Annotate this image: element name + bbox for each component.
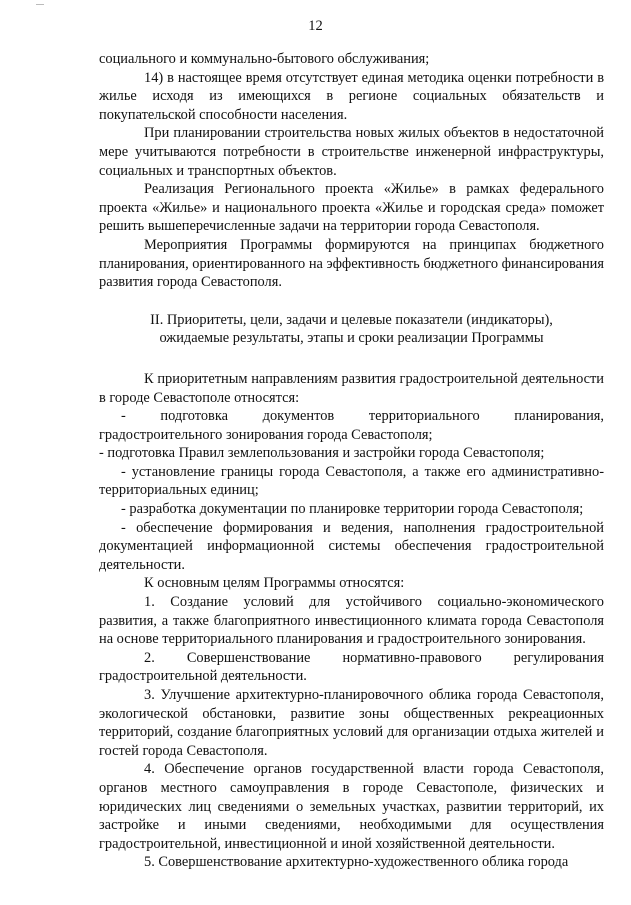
priorities-intro: К приоритетным направлениям развития градостроительной деятельности в городе Севастополе относятся:: [99, 370, 604, 406]
priority-item: - подготовка документов территориального планирования, градостроительного зонирования города Севастополя;: [99, 408, 604, 443]
scan-artifact: [36, 4, 44, 5]
document-body: [99, 50, 604, 872]
priority-item: - обеспечение формирования и ведения, наполнения градостроительной документацией информационной системы обеспечения градостроительной деятельности.: [99, 519, 604, 573]
section-heading-line-2: ожидаемые результаты, этапы и сроки реализации Программы: [159, 330, 544, 347]
paragraph-item-14: 14) в настоящее время отсутствует единая методика оценки потребности в жилье исходя из имеющихся в регионе социальных обязательств и покупательской способности населения.: [99, 69, 604, 123]
paragraph-measures: Мероприятия Программы формируются на принципах бюджетного планирования, ориентированного на эффективность бюджетного финансирования развития города Севастополя.: [99, 236, 604, 291]
paragraph-planning: При планировании строительства новых жилых объектов в недостаточной мере учитываются потребности в строительстве инженерной инфраструктуры, социальных и транспортных объектов.: [99, 125, 604, 179]
goal-item: 1. Создание условий для устойчивого социально-экономического развития, а также благоприятного инвестиционного климата города Севастополя на основе территориального планирования и градостроительного зонирования.: [99, 594, 604, 648]
goals-intro: К основным целям Программы относятся:: [144, 575, 405, 592]
priority-item: - установление границы города Севастополя, а также его административно-территориальных единиц;: [99, 463, 604, 499]
goal-item: 4. Обеспечение органов государственной власти города Севастополя, органов местного самоуправления в городе Севастополе, физических и юридических лиц сведениями о земельных участках, развитии территорий, их застройке и иными сведениями, необходимыми для осуществления градостроительной, инвестиционной и иной хозяйственной деятельности.: [99, 761, 604, 852]
goal-item: 3. Улучшение архитектурно-планировочного облика города Севастополя, экологической обстановки, развитие зоны общественных рекреационных территорий, создание благоприятных условий для организации отдыха жителей и гостей города Севастополя.: [99, 687, 604, 759]
goal-item: 2. Совершенствование нормативно-правового регулирования градостроительной деятельности.: [99, 649, 604, 685]
page-number: 12: [308, 18, 323, 34]
section-heading-line-1: II. Приоритеты, цели, задачи и целевые показатели (индикаторы),: [150, 311, 553, 328]
priority-item: - подготовка Правил землепользования и застройки города Севастополя;: [99, 445, 545, 462]
goal-item: 5. Совершенствование архитектурно-художественного облика города: [144, 854, 569, 871]
section-heading: [99, 311, 604, 348]
paragraph-continuation: социального и коммунально-бытового обслуживания;: [99, 51, 430, 67]
priority-item: - разработка документации по планировке территории города Севастополя;: [121, 501, 584, 518]
paragraph-project: Реализация Регионального проекта «Жилье» в рамках федерального проекта «Жилье» и национального проекта «Жилье и городская среда» поможет решить вышеперечисленные задачи на территории города Севастополя.: [99, 181, 604, 235]
